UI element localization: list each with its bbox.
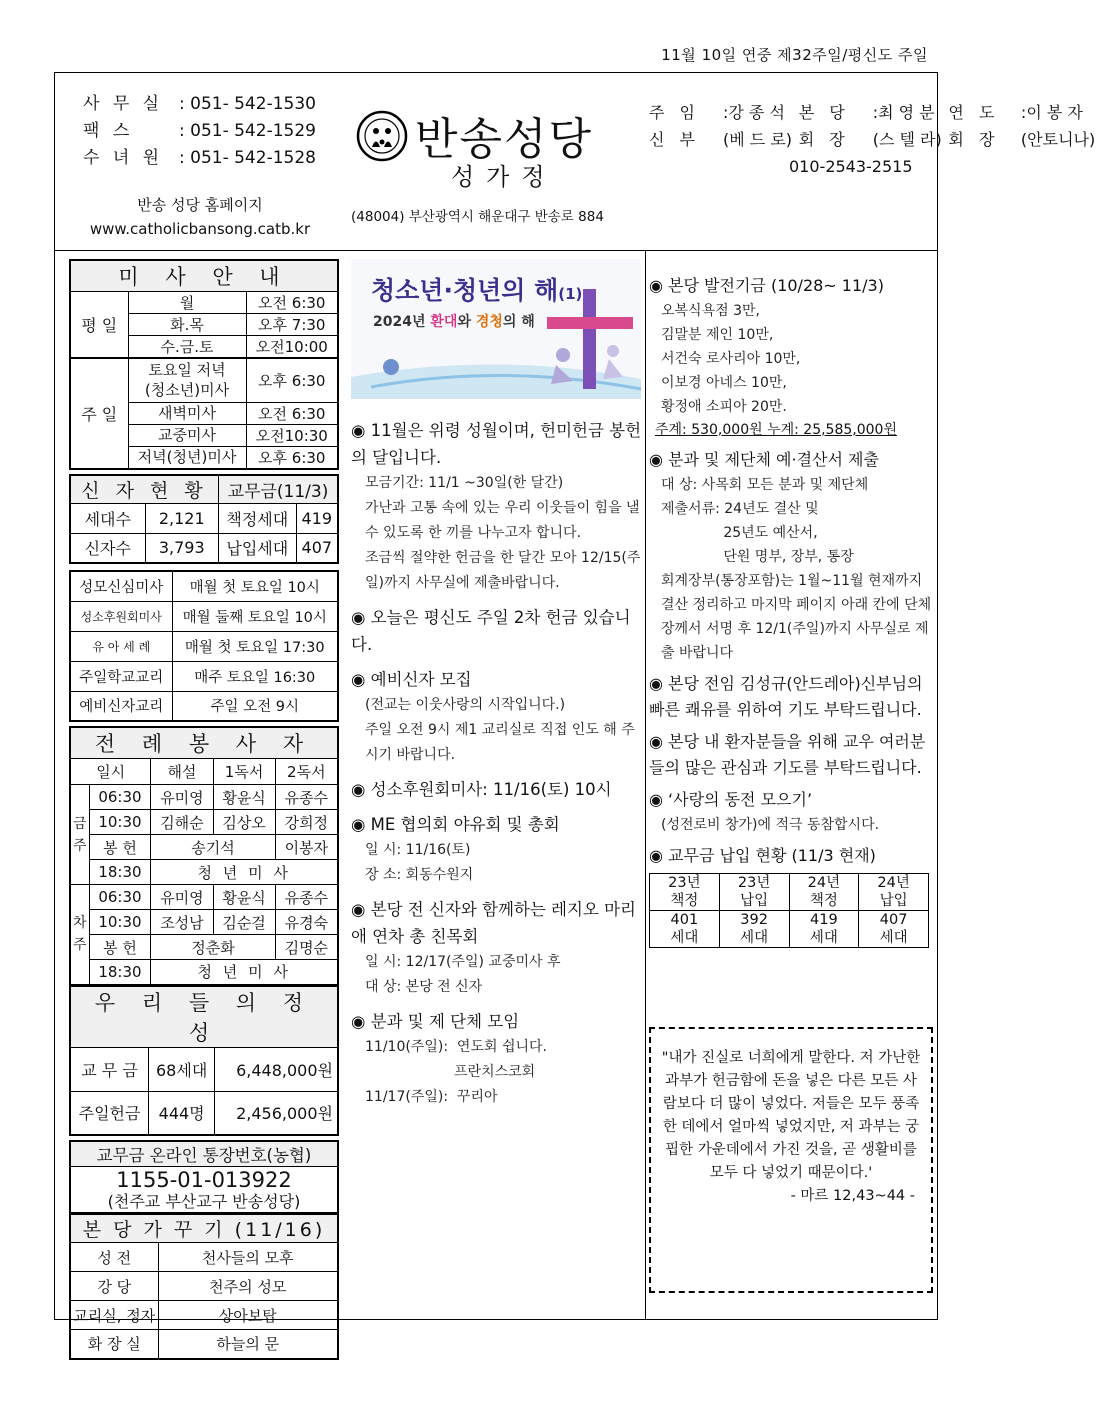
notice-heading: ◉ 본당 내 환자분들을 위해 교우 여러분들의 많은 관심과 기도를 부탁드립니다.	[649, 732, 926, 777]
homepage-block	[65, 193, 335, 241]
believers-value: 407	[296, 533, 338, 563]
notice-heading: ◉ 본당 전 신자와 함께하는 레지오 마리애 연차 총 친목회	[351, 900, 636, 946]
notice-item	[351, 811, 641, 888]
contact-row	[83, 145, 316, 172]
staff-row	[649, 99, 799, 153]
servers-row	[70, 785, 338, 810]
server-name: 유종수	[275, 885, 338, 910]
mass-row	[70, 358, 338, 402]
believers-row	[70, 533, 338, 563]
homepage-url[interactable]: www.catholicbansong.catb.kr	[89, 220, 311, 238]
notice-line: 황정애 소피아 20만.	[661, 399, 787, 415]
believers-value: 419	[296, 503, 338, 533]
believers-title: 신 자 현 황	[70, 475, 219, 504]
notice-line: 11/10(주일): 연도회 쉽니다.	[365, 1039, 547, 1055]
account-holder: (천주교 부산교구 반송성당)	[70, 1191, 338, 1213]
notice-line: 일 시: 11/16(토)	[365, 842, 471, 858]
youth-mass: 청 년 미 사	[151, 860, 338, 885]
notice-line: 모금기간: 11/1 ~30일(한 달간)	[365, 475, 564, 491]
contact-label: 수 녀 원	[83, 148, 164, 168]
offering-row	[70, 1047, 338, 1091]
dues-head-row	[650, 874, 929, 911]
servers-time: 10:30	[89, 810, 151, 835]
notice-item	[351, 666, 641, 768]
date-line: 11월 10일 연중 제32주일/평신도 주일	[661, 46, 928, 64]
offering-label: 교 무 금	[70, 1047, 149, 1091]
parish-logo-icon	[355, 109, 409, 163]
cleaning-group: 천사들의 모후	[158, 1243, 338, 1272]
parish-subtitle: 성가정	[451, 163, 557, 191]
servers-time: 18:30	[89, 960, 151, 985]
notice-line: (전교는 이웃사랑의 시작입니다.)	[365, 697, 566, 713]
staff-role: 본 당 회 장	[798, 103, 850, 149]
contact-value: : 051- 542-1529	[179, 121, 316, 141]
special-mass-time: 매월 첫 토요일 17:30	[172, 631, 338, 661]
mass-time: 오후 6:30	[246, 358, 338, 402]
staff-name: :최 영 분(스 텔 라)	[872, 103, 942, 149]
notice-heading: ◉ 11월은 위령 성월이며, 헌미헌금 봉헌의 달입니다.	[351, 421, 642, 467]
believers-label: 납입세대	[219, 533, 297, 563]
cleaning-place: 화 장 실	[70, 1330, 158, 1359]
server-name: 김명순	[275, 935, 338, 960]
mass-time: 오후 6:30	[246, 446, 338, 469]
servers-row	[70, 810, 338, 835]
special-mass-name: 성소후원회미사	[70, 601, 172, 631]
special-mass-name: 유 아 세 례	[70, 631, 172, 661]
column-divider	[645, 251, 646, 1319]
server-name: 김순걸	[213, 910, 275, 935]
mass-time: 오전 6:30	[246, 402, 338, 424]
dues-status-table	[649, 873, 929, 948]
offering-count: 444명	[149, 1091, 215, 1135]
special-mass-time: 주일 오전 9시	[172, 691, 338, 721]
offering-label: 주일헌금	[70, 1091, 149, 1135]
notice-line: 단원 명부, 장부, 통장	[661, 549, 854, 565]
quote-reference: - 마르 12,43~44 -	[790, 1188, 915, 1204]
servers-head	[70, 759, 338, 785]
notice-item	[649, 273, 935, 441]
mass-name: 교중미사	[128, 424, 246, 446]
servers-head-role: 해설	[151, 759, 213, 785]
staff-role: 연 도 회 장	[948, 103, 1000, 149]
dues-value: 407 세대	[859, 911, 929, 948]
notice-line: 대 상: 사목회 모든 분과 및 제단체	[661, 477, 869, 493]
notice-item	[649, 843, 935, 948]
servers-head-role: 2독서	[275, 759, 338, 785]
staff-list	[649, 99, 1098, 180]
sunday-label: 주 일	[70, 358, 128, 469]
special-mass-time: 매월 첫 토요일 10시	[172, 571, 338, 601]
account-table	[69, 1140, 339, 1214]
staff-role: 주 임 신 부	[649, 103, 700, 149]
notice-item	[649, 729, 935, 781]
believers-value: 2,121	[145, 503, 218, 533]
notice-line: 주일 오전 9시 제1 교리실로 직접 인도 해 주시기 바랍니다.	[365, 722, 635, 763]
weekday-label: 평 일	[70, 292, 128, 359]
cleaning-title: 본 당 가 꾸 기 (11/16)	[70, 1215, 338, 1243]
notice-heading: ◉ 교무금 납입 현황 (11/3 현재)	[649, 846, 876, 865]
quote-text: "내가 진실로 너희에게 말한다. 저 가난한 과부가 헌금함에 돈을 넣은 다른 모든 사람보다 더 많이 넣었다. 저들은 모두 풍족한 데에서 얼마씩 넣었지만, 저 과부는 궁핍한 가운데에서 가진 것을, 곧 생활비를 모두 다 넣었기 때문이다.'	[661, 1050, 921, 1181]
bulletin-frame	[54, 72, 1096, 1354]
banner-title: 청소년·청년의 해(1)	[371, 276, 583, 305]
notice-heading: ◉ 오늘은 평신도 주일 2차 헌금 있습니다.	[351, 608, 631, 654]
contact-value: : 051- 542-1528	[179, 148, 316, 168]
staff-row	[799, 99, 949, 153]
cleaning-group: 천주의 성모	[158, 1272, 338, 1301]
cleaning-table	[69, 1214, 339, 1360]
mass-title: 미 사 안 내	[70, 260, 338, 292]
youth-mass: 청 년 미 사	[151, 960, 338, 985]
mass-day: 수.금.토	[128, 336, 246, 359]
staff-name: :강 종 석(베 드 로)	[723, 103, 793, 149]
special-mass-name: 예비신자교리	[70, 691, 172, 721]
dues-value: 392 세대	[719, 911, 789, 948]
mass-time: 오후 7:30	[246, 314, 338, 336]
dues-value-row	[650, 911, 929, 948]
cleaning-place: 교리실, 정자	[70, 1301, 158, 1330]
notice-line: 서건숙 로사리아 10만,	[661, 351, 801, 367]
believers-table	[69, 474, 339, 565]
notice-item	[649, 447, 935, 665]
special-mass-name: 성모신심미사	[70, 571, 172, 601]
offering-row	[70, 1091, 338, 1135]
notice-heading: ◉ 분과 및 제 단체 모임	[351, 1012, 520, 1031]
notice-line: 가난과 고통 속에 있는 우리 이웃들이 힘을 낼 수 있도록 한 끼를 나누고자 합니다.	[365, 500, 645, 541]
cleaning-row	[70, 1330, 338, 1359]
server-name: 송기석	[151, 835, 275, 860]
notice-item	[649, 787, 935, 837]
notice-heading: ◉ ‘사랑의 동전 모으기’	[649, 790, 813, 809]
offerings-title: 우 리 들 의 정 성	[70, 986, 338, 1047]
server-name: 김상오	[213, 810, 275, 835]
server-name: 강희정	[275, 810, 338, 835]
special-mass-row	[70, 601, 338, 631]
believers-label: 세대수	[70, 503, 145, 533]
mass-time: 오전10:00	[246, 336, 338, 359]
servers-week-label: 금 주	[70, 785, 89, 885]
believers-label: 신자수	[70, 533, 145, 563]
server-name: 김해순	[151, 810, 213, 835]
notice-heading: ◉ 본당 발전기금 (10/28~ 11/3)	[649, 276, 884, 295]
servers-offer-row	[70, 935, 338, 960]
server-name: 유경숙	[275, 910, 338, 935]
notice-heading: ◉ 본당 전임 김성규(안드레아)신부님의 빠른 쾌유를 위하여 기도 부탁드립니다.	[649, 674, 923, 719]
contact-value: : 051- 542-1530	[179, 94, 316, 114]
homepage-label: 반송 성당 홈페이지	[137, 196, 263, 214]
offerings-table	[69, 986, 339, 1137]
cleaning-place: 강 당	[70, 1272, 158, 1301]
notice-item	[351, 1008, 641, 1110]
mass-day: 월	[128, 292, 246, 314]
cleaning-row	[70, 1272, 338, 1301]
offer-label: 봉 헌	[89, 835, 151, 860]
servers-head-role: 1독서	[213, 759, 275, 785]
servers-time: 10:30	[89, 910, 151, 935]
server-name: 조성남	[151, 910, 213, 935]
servers-time: 06:30	[89, 785, 151, 810]
cleaning-row	[70, 1243, 338, 1272]
mass-name: 토요일 저녁 (청소년)미사	[128, 358, 246, 402]
server-name: 유미영	[151, 885, 213, 910]
server-name: 이봉자	[275, 835, 338, 860]
notice-line: (성전로비 창가)에 적극 동참합시다.	[661, 817, 880, 833]
right-column	[649, 273, 935, 948]
notice-item	[351, 417, 645, 596]
servers-evening-row	[70, 860, 338, 885]
notice-heading: ◉ 분과 및 제단체 예·결산서 제출	[649, 450, 879, 469]
staff-name: :이 봉 자(안토니나)	[1020, 103, 1096, 149]
contact-row	[83, 118, 316, 145]
dues-head: 23년 책정	[650, 874, 720, 911]
notice-line: 조금씩 절약한 헌금을 한 달간 모아 12/15(주일)까지 사무실에 제출바랍니다.	[365, 550, 641, 591]
server-name: 유미영	[151, 785, 213, 810]
youth-year-banner	[351, 259, 641, 399]
dues-head: 24년 책정	[789, 874, 859, 911]
offer-label: 봉 헌	[89, 935, 151, 960]
banner-subtitle: 2024년 환대와 경청의 해	[373, 314, 535, 330]
contact-row	[83, 91, 316, 118]
cleaning-place: 성 전	[70, 1243, 158, 1272]
account-title: 교무금 온라인 통장번호(농협)	[70, 1141, 338, 1167]
dues-value: 419 세대	[789, 911, 859, 948]
dues-title: 교무금(11/3)	[219, 475, 339, 504]
special-mass-row	[70, 631, 338, 661]
believers-label: 책정세대	[219, 503, 297, 533]
notice-line: 장 소: 회동수원지	[365, 867, 474, 883]
fund-total: 주계: 530,000원 누계: 25,585,000원	[655, 422, 897, 438]
notice-heading: ◉ ME 협의회 야유회 및 총회	[351, 815, 560, 834]
servers-table	[69, 726, 339, 986]
notice-item	[351, 604, 641, 658]
scripture-quote	[649, 1027, 933, 1293]
special-mass-table	[69, 570, 339, 722]
notice-line: 김말분 제인 10만,	[661, 327, 774, 343]
mass-name: 새벽미사	[128, 402, 246, 424]
cleaning-group: 하늘의 문	[158, 1330, 338, 1359]
server-name: 황윤식	[213, 785, 275, 810]
servers-week-label: 차 주	[70, 885, 89, 985]
notice-line: 오복식욕점 3만,	[661, 303, 760, 319]
mass-time: 오전10:30	[246, 424, 338, 446]
believers-row	[70, 503, 338, 533]
server-name: 황윤식	[213, 885, 275, 910]
servers-offer-row	[70, 835, 338, 860]
cleaning-row	[70, 1301, 338, 1330]
banner-art-icon	[351, 259, 641, 399]
contact-list	[83, 91, 316, 172]
mass-name: 저녁(청년)미사	[128, 446, 246, 469]
mass-day: 화.목	[128, 314, 246, 336]
dues-head: 23년 납입	[719, 874, 789, 911]
notice-line: 대 상: 본당 전 신자	[365, 979, 483, 995]
header	[55, 73, 1096, 251]
believers-value: 3,793	[145, 533, 218, 563]
notice-heading: ◉ 예비신자 모집	[351, 670, 472, 689]
contact-label: 사 무 실	[83, 94, 164, 114]
offering-amount: 6,448,000원	[215, 1047, 338, 1091]
special-mass-row	[70, 691, 338, 721]
servers-row	[70, 885, 338, 910]
notice-line: 일 시: 12/17(주일) 교중미사 후	[365, 954, 561, 970]
mass-table	[69, 259, 339, 470]
servers-time: 18:30	[89, 860, 151, 885]
account-number: 1155-01-013922	[70, 1167, 338, 1192]
notice-heading: ◉ 성소후원회미사: 11/16(토) 10시	[351, 780, 612, 799]
dues-value: 401 세대	[650, 911, 720, 948]
left-column	[69, 259, 339, 1360]
staff-row	[948, 99, 1098, 153]
notice-item	[351, 896, 641, 1000]
special-mass-row	[70, 571, 338, 601]
server-name: 정춘화	[151, 935, 275, 960]
offering-amount: 2,456,000원	[215, 1091, 338, 1135]
notice-line: 제출서류: 24년도 결산 및	[661, 501, 819, 517]
servers-head-time: 일시	[70, 759, 151, 785]
servers-time: 06:30	[89, 885, 151, 910]
dues-head: 24년 납입	[859, 874, 929, 911]
notice-item	[649, 671, 935, 723]
notice-line: 11/17(주일): 꾸리아	[365, 1089, 498, 1105]
notice-line: 이보경 아네스 10만,	[661, 375, 787, 391]
staff-phone: 010-2543-2515	[789, 157, 913, 176]
offering-count: 68세대	[149, 1047, 215, 1091]
address: (48004) 부산광역시 해운대구 반송로 884	[351, 209, 604, 225]
mass-row	[70, 292, 338, 314]
mass-time: 오전 6:30	[246, 292, 338, 314]
special-mass-time: 매월 둘째 토요일 10시	[172, 601, 338, 631]
servers-title: 전 례 봉 사 자	[70, 727, 338, 759]
server-name: 유종수	[275, 785, 338, 810]
servers-evening-row	[70, 960, 338, 985]
special-mass-row	[70, 661, 338, 691]
cleaning-group: 상아보탑	[158, 1301, 338, 1330]
special-mass-time: 매주 토요일 16:30	[172, 661, 338, 691]
contact-label: 팩 스	[83, 121, 134, 141]
servers-row	[70, 910, 338, 935]
notice-line: 25년도 예산서,	[661, 525, 818, 541]
parish-title: 반송성당	[415, 114, 594, 165]
special-mass-name: 주일학교교리	[70, 661, 172, 691]
middle-column	[351, 259, 645, 1110]
notice-item	[351, 776, 641, 803]
notice-line: 프란치스코회	[365, 1064, 536, 1080]
notice-line: 회계장부(통장포함)는 1월~11월 현재까지 결산 정리하고 마지막 페이지 아래 칸에 단체장께서 서명 후 12/1(주일)까지 사무실로 제출 바랍니다	[661, 573, 932, 661]
